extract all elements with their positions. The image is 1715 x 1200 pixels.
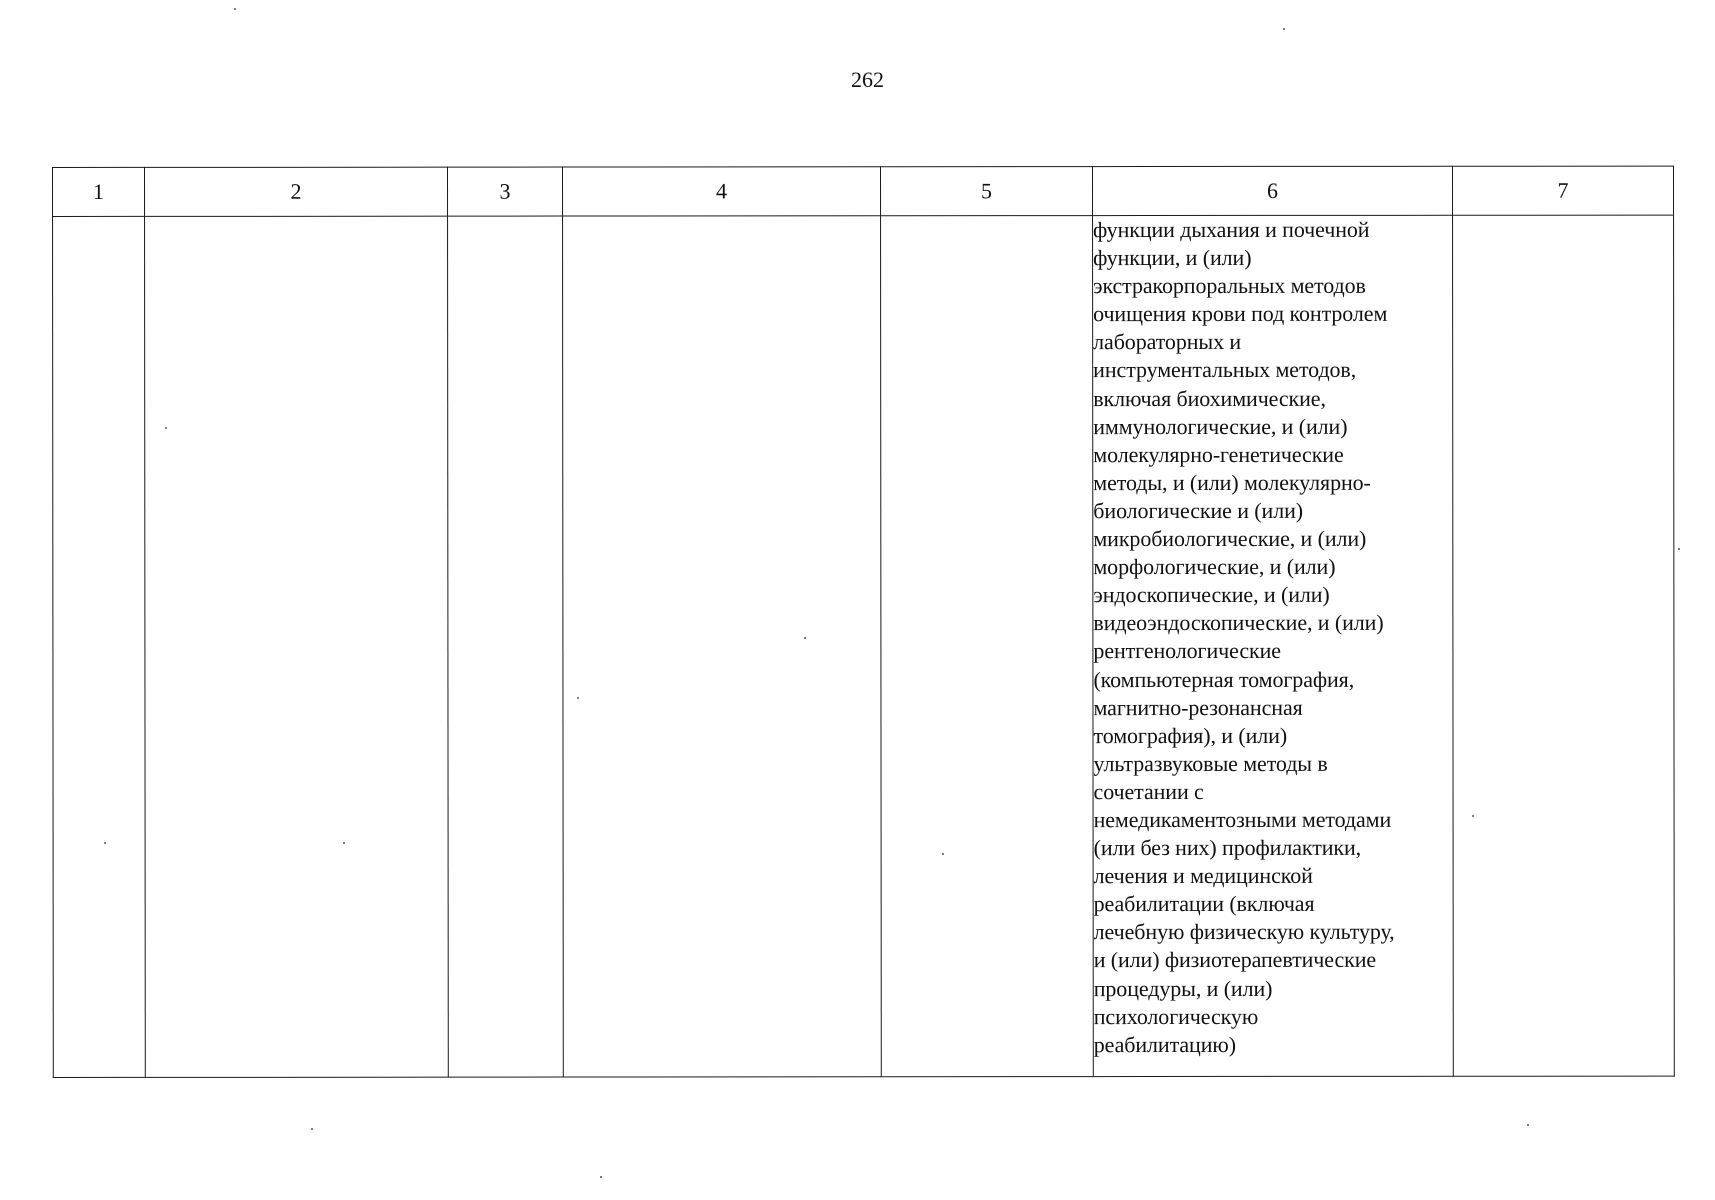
column-header-2: 2	[145, 167, 448, 216]
table-cell-col-7	[1453, 215, 1675, 1076]
page-number: 262	[851, 67, 884, 92]
table-cell-col-5	[881, 216, 1094, 1077]
scan-speck	[234, 8, 236, 10]
table-cell-col-6: функции дыхания и почечной функции, и (или) экстракорпоральных методов очищения крови под контролем лабораторных и инструментальных методов, включая биохимические, иммунологические, и (или) молекулярно-генетические методы, и (или) молекулярно- биологические и (или) микробиологические, и (или) морфологические, и (или) эндоскопические, и (или) видеоэндоскопические, и (или) рентгенологические (компьютерная томография, магнитно-резонансная томография), и (или) ультразвуковые методы в сочетании с немедикаментозными методами (или без них) профилактики, лечения и медицинской реабилитации (включая лечебную физическую культуру, и (или) физиотерапевтические процедуры, и (или) психологическую реабилитацию)	[1093, 215, 1454, 1076]
table-row	[53, 215, 1675, 1077]
column-header-5: 5	[881, 167, 1093, 216]
header-row	[53, 166, 1674, 216]
table-cell-col-1	[53, 216, 146, 1077]
document-table	[52, 166, 1675, 1078]
scan-speck	[942, 853, 944, 855]
scan-speck	[1283, 28, 1285, 30]
column-header-4: 4	[563, 167, 881, 216]
scan-speck	[577, 697, 579, 699]
scan-speck	[1527, 1124, 1529, 1126]
scan-speck	[165, 427, 167, 429]
scan-speck	[311, 1128, 313, 1130]
scan-speck	[1472, 815, 1474, 817]
column-header-6: 6	[1093, 166, 1453, 215]
scan-speck	[1678, 548, 1680, 550]
column-header-7: 7	[1452, 166, 1673, 215]
scan-speck	[600, 1176, 602, 1178]
table-cell-col-2	[145, 216, 449, 1077]
table-cell-col-4	[563, 216, 882, 1077]
column-header-1: 1	[53, 167, 145, 216]
scan-speck	[343, 842, 345, 844]
table-cell-col-3	[448, 216, 564, 1077]
scan-speck	[104, 842, 106, 844]
column-header-3: 3	[448, 167, 563, 216]
scan-speck	[804, 637, 806, 639]
